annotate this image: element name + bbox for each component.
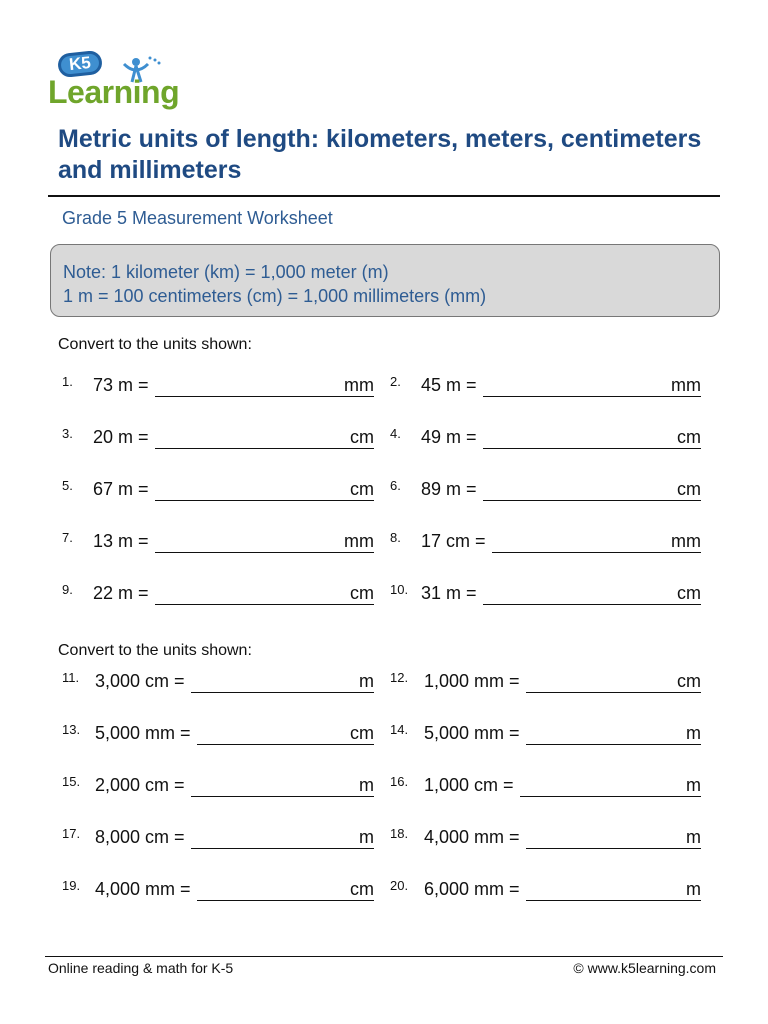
problem-question: 4,000 mm = xyxy=(424,827,520,847)
answer-blank[interactable] xyxy=(520,796,701,797)
problem-number: 16. xyxy=(390,774,409,789)
problem-question: 8,000 cm = xyxy=(95,827,185,847)
note-box xyxy=(50,244,720,317)
answer-blank[interactable] xyxy=(492,552,701,553)
problem-number: 20. xyxy=(390,878,409,893)
section-2-instruction: Convert to the units shown: xyxy=(58,642,252,659)
problem-number: 18. xyxy=(390,826,409,841)
answer-unit: mm xyxy=(671,375,701,395)
answer-unit: mm xyxy=(344,375,374,395)
problem-question: 31 m = xyxy=(421,583,477,603)
answer-unit: m xyxy=(359,775,374,795)
problem-number: 13. xyxy=(62,722,81,737)
answer-unit: cm xyxy=(677,479,701,499)
answer-unit: cm xyxy=(350,583,374,603)
problem-number: 12. xyxy=(390,670,409,685)
section-1-instruction: Convert to the units shown: xyxy=(58,336,252,353)
problem-number: 17. xyxy=(62,826,81,841)
problem-18 xyxy=(0,826,768,850)
answer-unit: m xyxy=(686,827,701,847)
problem-question: 89 m = xyxy=(421,479,477,499)
answer-unit: cm xyxy=(350,879,374,899)
answer-unit: m xyxy=(686,775,701,795)
problem-10 xyxy=(0,582,768,606)
answer-unit: cm xyxy=(350,479,374,499)
footer-tagline: Online reading & math for K-5 xyxy=(48,960,234,976)
problem-number: 6. xyxy=(390,478,401,493)
answer-blank[interactable] xyxy=(483,396,701,397)
worksheet-subtitle: Grade 5 Measurement Worksheet xyxy=(62,208,333,228)
problem-question: 45 m = xyxy=(421,375,477,395)
problem-number: 2. xyxy=(390,374,401,389)
problem-question: 1,000 cm = xyxy=(424,775,514,795)
problem-number: 11. xyxy=(62,670,80,685)
problem-number: 14. xyxy=(390,722,409,737)
problem-question: 6,000 mm = xyxy=(424,879,520,899)
problem-number: 10. xyxy=(390,582,409,597)
problem-question: 2,000 cm = xyxy=(95,775,185,795)
answer-unit: cm xyxy=(350,427,374,447)
problem-question: 3,000 cm = xyxy=(95,671,185,691)
problem-question: 49 m = xyxy=(421,427,477,447)
footer-divider xyxy=(45,956,723,957)
answer-unit: cm xyxy=(677,427,701,447)
problem-number: 19. xyxy=(62,878,81,893)
problem-number: 9. xyxy=(62,582,73,597)
problem-4 xyxy=(0,426,768,450)
problem-number: 8. xyxy=(390,530,401,545)
answer-blank[interactable] xyxy=(526,692,701,693)
problem-number: 4. xyxy=(390,426,401,441)
answer-unit: m xyxy=(686,879,701,899)
problem-20 xyxy=(0,878,768,902)
logo-badge: K5 xyxy=(57,50,103,78)
answer-unit: m xyxy=(359,827,374,847)
answer-blank[interactable] xyxy=(483,448,701,449)
answer-unit: m xyxy=(359,671,374,691)
footer-website: © www.k5learning.com xyxy=(573,960,716,976)
note-line-1: Note: 1 kilometer (km) = 1,000 meter (m) xyxy=(63,262,389,282)
problem-question: 73 m = xyxy=(93,375,149,395)
worksheet-title: Metric units of length: kilometers, meters, centimeters and millimeters xyxy=(58,125,702,184)
problem-6 xyxy=(0,478,768,502)
problem-question: 22 m = xyxy=(93,583,149,603)
problem-8 xyxy=(0,530,768,554)
answer-blank[interactable] xyxy=(526,744,701,745)
answer-unit: cm xyxy=(350,723,374,743)
k5-learning-logo xyxy=(48,50,188,114)
answer-blank[interactable] xyxy=(483,500,701,501)
problem-number: 3. xyxy=(62,426,73,441)
answer-blank[interactable] xyxy=(526,848,701,849)
answer-unit: m xyxy=(686,723,701,743)
answer-unit: cm xyxy=(677,671,701,691)
problem-number: 7. xyxy=(62,530,73,545)
problem-question: 20 m = xyxy=(93,427,149,447)
title-divider xyxy=(48,195,720,197)
problem-number: 1. xyxy=(62,374,73,389)
answer-unit: mm xyxy=(671,531,701,551)
problem-question: 4,000 mm = xyxy=(95,879,191,899)
problem-question: 5,000 mm = xyxy=(424,723,520,743)
logo-wordmark: Learning xyxy=(48,74,180,110)
problem-question: 1,000 mm = xyxy=(424,671,520,691)
problem-question: 67 m = xyxy=(93,479,149,499)
answer-unit: mm xyxy=(344,531,374,551)
problem-question: 17 cm = xyxy=(421,531,486,551)
problem-14 xyxy=(0,722,768,746)
problem-number: 5. xyxy=(62,478,73,493)
problem-16 xyxy=(0,774,768,798)
answer-blank[interactable] xyxy=(526,900,701,901)
note-line-2: 1 m = 100 centimeters (cm) = 1,000 millimeters (mm) xyxy=(63,286,487,306)
problem-12 xyxy=(0,670,768,694)
answer-blank[interactable] xyxy=(483,604,701,605)
problem-2 xyxy=(0,374,768,398)
problem-question: 13 m = xyxy=(93,531,149,551)
answer-unit: cm xyxy=(677,583,701,603)
problem-number: 15. xyxy=(62,774,81,789)
problem-question: 5,000 mm = xyxy=(95,723,191,743)
